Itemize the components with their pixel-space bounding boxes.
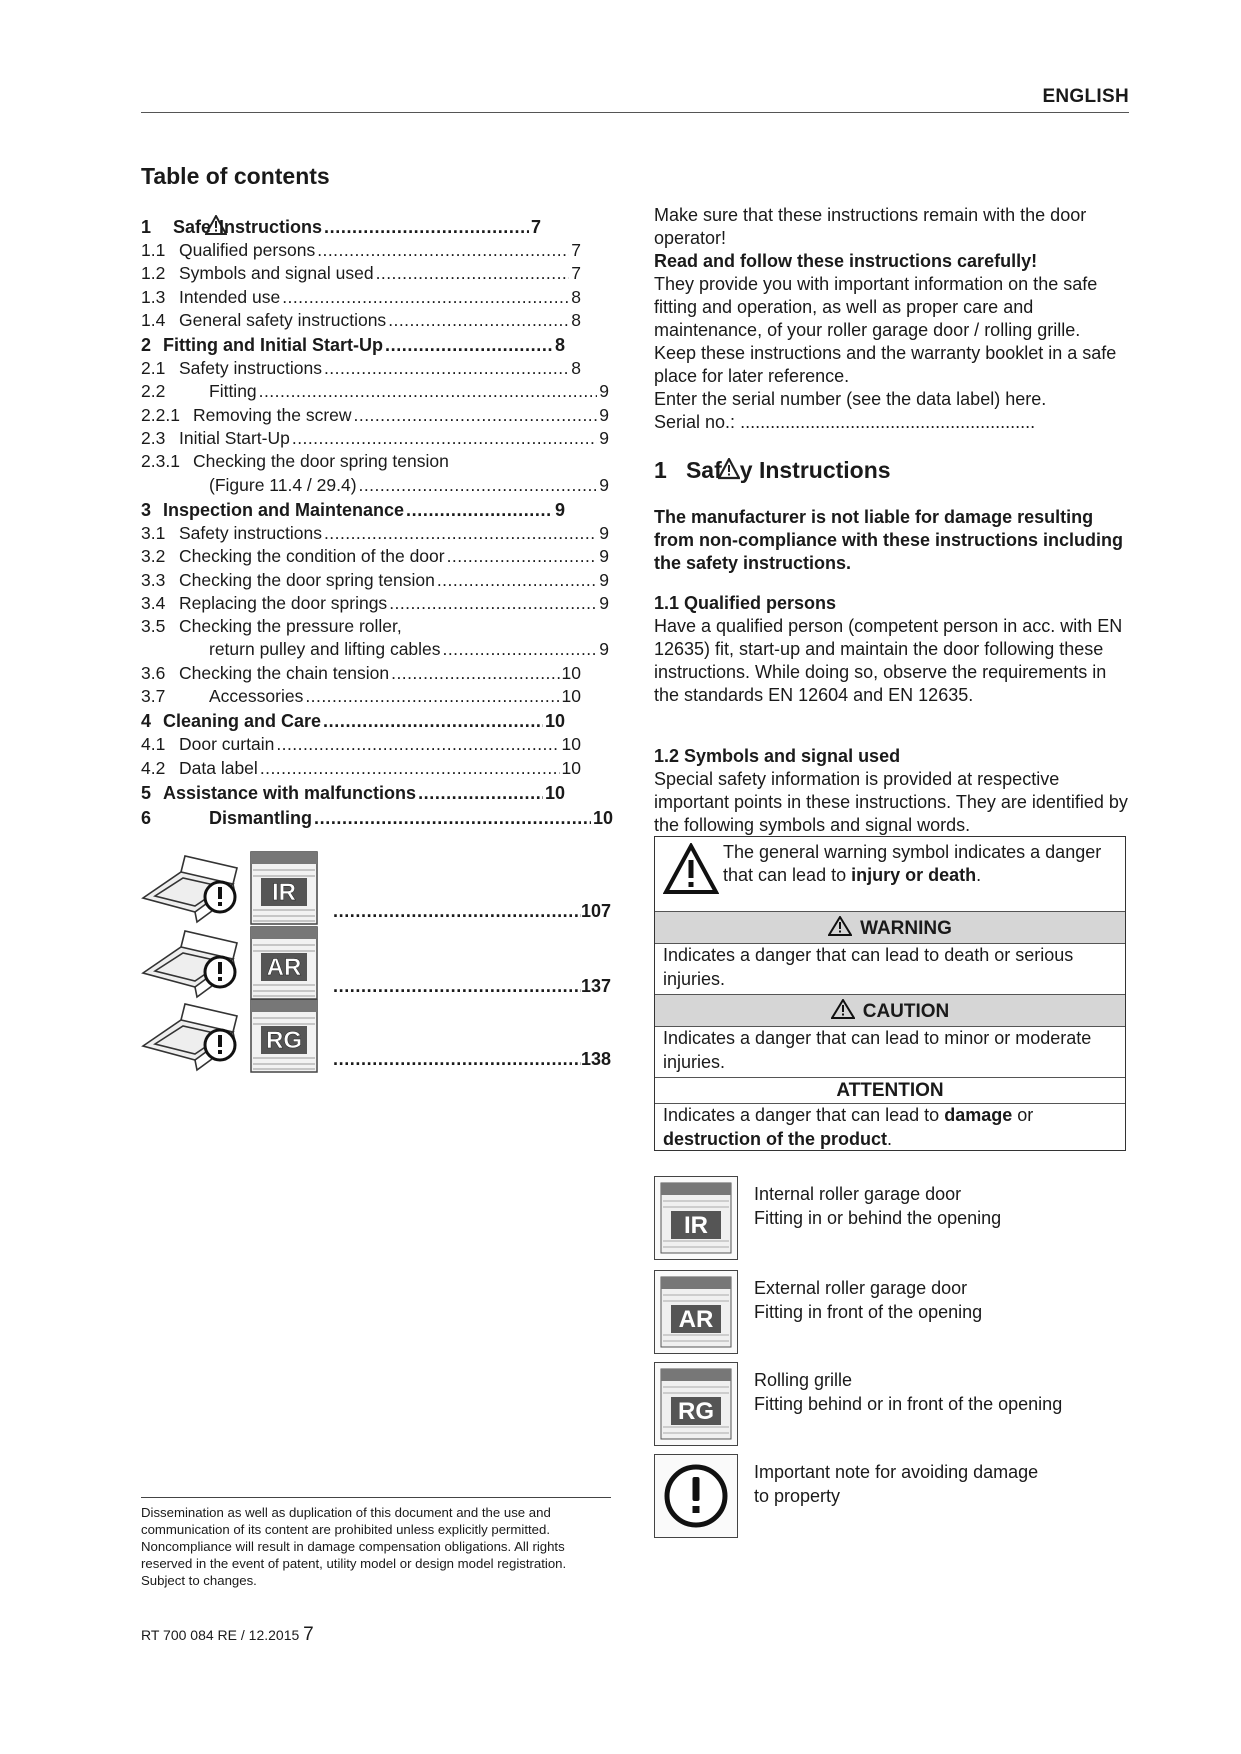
toc-entry-page: 9 xyxy=(599,522,609,543)
attention-bold2: destruction of the product xyxy=(663,1128,887,1149)
signal-word-table xyxy=(654,836,1126,1151)
toc-entry-number: 6 xyxy=(141,807,152,828)
caution-icon xyxy=(831,999,855,1019)
important-note-icon xyxy=(654,1454,738,1538)
svg-text:AR: AR xyxy=(266,954,302,981)
general-warning-row xyxy=(655,837,1125,912)
general-warning-text xyxy=(723,841,1115,887)
product-page-number: 138 xyxy=(580,1049,611,1069)
toc-entry-number: 2.2 xyxy=(141,381,166,402)
legend-item xyxy=(654,1454,1134,1540)
section1-num: 1 xyxy=(654,457,667,483)
toc-entry-title: Checking the door spring tension xyxy=(193,451,449,472)
toc-entry-number: 2.3 xyxy=(141,428,166,449)
toc-entry[interactable] xyxy=(141,709,565,733)
toc-entry[interactable] xyxy=(141,450,609,473)
toc-entry-title: Fitting and Initial Start-Up xyxy=(163,335,383,356)
product-page-ref xyxy=(333,1049,611,1070)
toc-entry-page: 9 xyxy=(599,639,609,660)
legend-line1: External roller garage door xyxy=(754,1278,968,1298)
toc-entry-page: 9 xyxy=(599,404,609,425)
toc-entry[interactable] xyxy=(141,286,581,309)
toc-entry-page: 10 xyxy=(561,662,581,683)
toc-entry-title: Checking the chain tension xyxy=(179,662,390,683)
toc-entry-page: 9 xyxy=(599,428,609,449)
product-page-leader xyxy=(333,901,581,922)
toc-entry-title-pre: Safe xyxy=(173,217,212,237)
toc-leader xyxy=(276,733,559,756)
toc-entry-number: 3.7 xyxy=(141,686,166,707)
toc-leader xyxy=(443,638,598,661)
product-page-row[interactable] xyxy=(141,925,611,1005)
warning-band xyxy=(655,912,1125,944)
attention-pre: Indicates a danger that can lead to xyxy=(663,1105,945,1125)
toc-entry-title: General safety instructions xyxy=(179,309,387,330)
door-type-ar-icon xyxy=(654,1270,738,1354)
toc-entry-number: 3 xyxy=(141,499,152,520)
toc-leader xyxy=(359,474,598,497)
door-type-rg-icon xyxy=(654,1362,738,1446)
toc-entry[interactable] xyxy=(141,427,609,450)
language-label: ENGLISH xyxy=(1042,86,1129,107)
toc-entry[interactable] xyxy=(141,380,609,403)
product-page-leader xyxy=(333,976,581,997)
warning-triangle-icon xyxy=(722,458,740,480)
warning-label: WARNING xyxy=(860,918,952,939)
product-page-number: 137 xyxy=(580,976,611,996)
svg-text:AR: AR xyxy=(678,1306,714,1333)
toc-entry-title: Data label xyxy=(179,757,258,778)
section1-title xyxy=(654,457,891,484)
toc-entry-page: 10 xyxy=(592,807,613,828)
toc-entry[interactable] xyxy=(141,685,581,708)
toc-entry[interactable] xyxy=(141,309,581,332)
toc-entry-number: 2.3.1 xyxy=(141,451,180,472)
legend-line2: to property xyxy=(754,1486,841,1506)
intro-p1: Make sure that these instructions remain with the door operator! xyxy=(654,205,1087,248)
toc-entry[interactable] xyxy=(141,333,565,357)
toc-leader xyxy=(305,685,559,708)
toc-entry-title: Safety instructions xyxy=(179,358,322,379)
toc-entry-number: 1.4 xyxy=(141,309,166,330)
legend-line2: Fitting in front of the opening xyxy=(754,1302,983,1322)
toc-entry-title: Checking the door spring tension xyxy=(179,569,435,590)
toc-leader xyxy=(354,404,598,427)
toc-entry-page: 10 xyxy=(561,734,581,755)
door-fitting-rg-icon xyxy=(141,998,331,1078)
section-1-2 xyxy=(654,745,1132,837)
section1-title-post: y Instructions xyxy=(739,457,891,483)
intro-p4: Keep these instructions and the warranty booklet in a safe place for later reference. xyxy=(654,343,1117,386)
product-page-ref xyxy=(333,901,611,922)
toc-entry-number: 4.1 xyxy=(141,734,166,755)
toc-entry-page: 9 xyxy=(599,592,609,613)
toc-entry[interactable] xyxy=(141,498,565,522)
legend-text xyxy=(754,1276,982,1324)
product-page-number: 107 xyxy=(580,901,611,921)
legend-line1: Internal roller garage door xyxy=(754,1184,962,1204)
toc-entry-title: Qualified persons xyxy=(179,240,316,260)
attention-mid: or xyxy=(1012,1105,1034,1125)
intro-p5: Enter the serial number (see the data label) here. xyxy=(654,389,1047,409)
toc-entry-title: Checking the condition of the door xyxy=(179,546,445,567)
serial-blank: ........................................................... xyxy=(740,412,1036,432)
toc-leader xyxy=(376,262,570,285)
toc-entry[interactable] xyxy=(141,615,609,638)
toc-entry[interactable] xyxy=(141,262,581,285)
toc-entry[interactable] xyxy=(141,545,609,568)
general-warning-icon xyxy=(663,843,719,895)
general-warning-post: . xyxy=(976,865,982,885)
toc-entry-title: Safety instructions xyxy=(179,522,322,543)
intro-block xyxy=(654,204,1132,434)
toc-entry-number: 1.1 xyxy=(141,240,166,260)
toc-leader xyxy=(317,239,569,262)
toc-leader xyxy=(388,309,569,332)
toc-leader xyxy=(324,357,569,380)
legend-text xyxy=(754,1368,1062,1416)
toc-entry-page: 7 xyxy=(571,263,581,284)
toc-entry-page: 9 xyxy=(599,381,609,402)
toc-entry-title xyxy=(163,215,322,239)
toc-entry-number: 4 xyxy=(141,711,152,732)
toc-entry[interactable] xyxy=(141,215,541,239)
toc-leader xyxy=(406,498,553,522)
toc-entry-title: Door curtain xyxy=(179,734,275,755)
toc-entry-page: 9 xyxy=(599,474,609,495)
toc-entry-number: 3.5 xyxy=(141,616,166,637)
toc-entry[interactable] xyxy=(141,757,581,780)
toc-entry-title: Removing the screw xyxy=(193,404,352,425)
toc-leader xyxy=(437,569,597,592)
toc-entry[interactable] xyxy=(141,638,609,661)
toc-entry-number: 2.2.1 xyxy=(141,404,180,425)
toc-entry-page: 9 xyxy=(554,499,565,520)
warning-triangle-icon xyxy=(211,217,219,237)
toc-entry-number: 4.2 xyxy=(141,757,166,778)
attention-text xyxy=(655,1104,1125,1150)
toc-entry-number: 2 xyxy=(141,335,152,356)
legend-item xyxy=(654,1270,1134,1356)
toc-leader xyxy=(292,427,597,450)
toc-leader xyxy=(391,662,559,685)
toc-leader xyxy=(260,757,560,780)
warning-text: Indicates a danger that can lead to death or serious injuries. xyxy=(655,944,1125,995)
door-type-ir-icon xyxy=(654,1176,738,1260)
toc-title: Table of contents xyxy=(141,163,330,189)
section-1-1 xyxy=(654,592,1132,707)
section-1-2-title: 1.2 Symbols and signal used xyxy=(654,746,901,766)
toc-entry-title-post: Instructions xyxy=(219,217,323,237)
toc-entry[interactable] xyxy=(141,522,609,545)
legend-text xyxy=(754,1460,1038,1508)
toc-entry[interactable] xyxy=(141,357,581,380)
caution-text: Indicates a danger that can lead to minor or moderate injuries. xyxy=(655,1027,1125,1078)
disclaimer-text: The manufacturer is not liable for damage resulting from non-compliance with these instructions including the safety instructions. xyxy=(654,507,1124,573)
toc-leader xyxy=(259,380,598,403)
toc-leader xyxy=(314,806,591,830)
product-page-row[interactable] xyxy=(141,850,611,930)
toc-entry-title: Accessories xyxy=(209,686,304,707)
toc-entry-title: Replacing the door springs xyxy=(179,592,388,613)
toc-leader xyxy=(324,522,597,545)
toc-entry-page: 8 xyxy=(571,358,581,379)
toc-entry-number: 3.4 xyxy=(141,592,166,613)
toc-entry[interactable] xyxy=(141,781,565,805)
toc-entry-number: 1 xyxy=(141,217,152,237)
toc-entry-page: 7 xyxy=(530,217,541,237)
toc-entry-title: Initial Start-Up xyxy=(179,428,290,449)
product-page-leader xyxy=(333,1049,581,1070)
toc-entry-number: 3.6 xyxy=(141,662,166,683)
svg-text:IR: IR xyxy=(272,879,296,906)
copyright-notice: Dissemination as well as duplication of this document and the use and communication of its content are prohibited unless explicitly permitted. Noncompliance will result in damage compensation obligations. All rights reserved in the event of patent, utility model or design model registration. Subject to changes. xyxy=(141,1505,567,1588)
toc-entry-number: 2.1 xyxy=(141,358,166,379)
toc-entry[interactable] xyxy=(141,806,613,830)
warning-icon xyxy=(828,916,852,936)
toc-entry-number: 3.3 xyxy=(141,569,166,590)
legend-line2: Fitting in or behind the opening xyxy=(754,1208,1002,1228)
section-1-2-text: Special safety information is provided at respective important points in these instructions. They are identified by the following symbols and signal words. xyxy=(654,769,1128,835)
legend-line1: Important note for avoiding damage xyxy=(754,1462,1039,1482)
toc-entry-title: Fitting xyxy=(209,381,257,402)
toc-leader xyxy=(282,286,569,309)
svg-text:RG: RG xyxy=(266,1027,302,1054)
caution-label: CAUTION xyxy=(862,1001,950,1022)
general-warning-bold: injury or death xyxy=(851,865,977,885)
attention-bold1: damage xyxy=(944,1105,1013,1125)
toc-entry-page: 8 xyxy=(571,286,581,307)
toc-entry-title: return pulley and lifting cables xyxy=(209,639,441,660)
toc-entry[interactable] xyxy=(141,662,581,685)
toc-leader xyxy=(418,781,543,805)
toc-entry-title: Checking the pressure roller, xyxy=(179,616,402,637)
toc-leader xyxy=(385,333,553,357)
attention-post: . xyxy=(887,1128,893,1149)
serial-line xyxy=(654,411,1132,434)
toc-list xyxy=(141,214,611,830)
caution-band xyxy=(655,995,1125,1027)
toc-entry-number: 1.2 xyxy=(141,263,166,284)
legend-item xyxy=(654,1362,1134,1448)
header-rule xyxy=(141,112,1129,113)
toc-entry[interactable] xyxy=(141,474,609,497)
serial-label: Serial no.: xyxy=(654,412,736,432)
toc-entry-title: Intended use xyxy=(179,286,281,307)
door-fitting-ar-icon xyxy=(141,925,331,1005)
toc-entry-page: 8 xyxy=(554,335,565,356)
toc-entry[interactable] xyxy=(141,592,609,615)
toc-leader xyxy=(389,592,597,615)
section-1-1-title: 1.1 Qualified persons xyxy=(654,593,837,613)
intro-p2: Read and follow these instructions carefully! xyxy=(654,251,1038,271)
section1-title-pre: Saf xyxy=(685,457,722,483)
toc-entry-page: 8 xyxy=(571,309,581,330)
footer-rule xyxy=(141,1497,611,1498)
legend-text xyxy=(754,1182,1001,1230)
toc-entry-number: 3.2 xyxy=(141,546,166,567)
toc-entry-page: 10 xyxy=(544,782,565,803)
legend-line1: Rolling grille xyxy=(754,1370,853,1390)
toc-entry-page: 7 xyxy=(571,240,581,260)
toc-entry-page: 10 xyxy=(561,686,581,707)
toc-leader xyxy=(323,709,543,733)
product-page-ref xyxy=(333,976,611,997)
legend-item xyxy=(654,1176,1134,1262)
toc-entry-page: 10 xyxy=(561,757,581,778)
toc-entry-title: Symbols and signal used xyxy=(179,263,374,284)
attention-band: ATTENTION xyxy=(655,1078,1125,1104)
door-fitting-ir-icon xyxy=(141,850,331,930)
toc-entry-number: 1.3 xyxy=(141,286,166,307)
toc-entry-title: (Figure 11.4 / 29.4) xyxy=(209,474,357,495)
toc-entry[interactable] xyxy=(141,733,581,756)
svg-text:IR: IR xyxy=(684,1212,708,1239)
toc-entry[interactable] xyxy=(141,569,609,592)
toc-leader xyxy=(324,215,529,239)
toc-entry[interactable] xyxy=(141,404,609,427)
intro-p3: They provide you with important information on the safe fitting and operation, as well as proper care and maintenance, of your roller garage door / rolling grille. xyxy=(654,274,1098,340)
toc-entry-page: 9 xyxy=(599,546,609,567)
document-code xyxy=(141,1624,314,1646)
toc-entry-number: 3.1 xyxy=(141,522,166,543)
toc-entry-title: Cleaning and Care xyxy=(163,711,322,732)
toc-entry-title: Dismantling xyxy=(209,807,313,828)
legend-line2: Fitting behind or in front of the opening xyxy=(754,1394,1063,1414)
toc-entry-page: 10 xyxy=(544,711,565,732)
page-number: 7 xyxy=(303,1624,314,1645)
toc-entry-number: 5 xyxy=(141,782,152,803)
toc-entry[interactable] xyxy=(141,239,581,262)
toc-entry-title: Inspection and Maintenance xyxy=(163,499,405,520)
toc-entry-title: Assistance with malfunctions xyxy=(163,782,417,803)
disclaimer xyxy=(654,506,1132,575)
svg-text:RG: RG xyxy=(678,1398,714,1425)
section-1-1-text: Have a qualified person (competent person in acc. with EN 12635) fit, start-up and maintain the door following these instructions. While doing so, observe the requirements in the standards EN 12604 and EN 12635. xyxy=(654,616,1123,705)
toc-entry-page: 9 xyxy=(599,569,609,590)
product-page-row[interactable] xyxy=(141,998,611,1078)
document-code-text: RT 700 084 RE / 12.2015 xyxy=(141,1627,300,1643)
general-warning-pre: The general warning symbol indicates a danger that can lead to xyxy=(723,842,1102,885)
toc-leader xyxy=(447,545,598,568)
